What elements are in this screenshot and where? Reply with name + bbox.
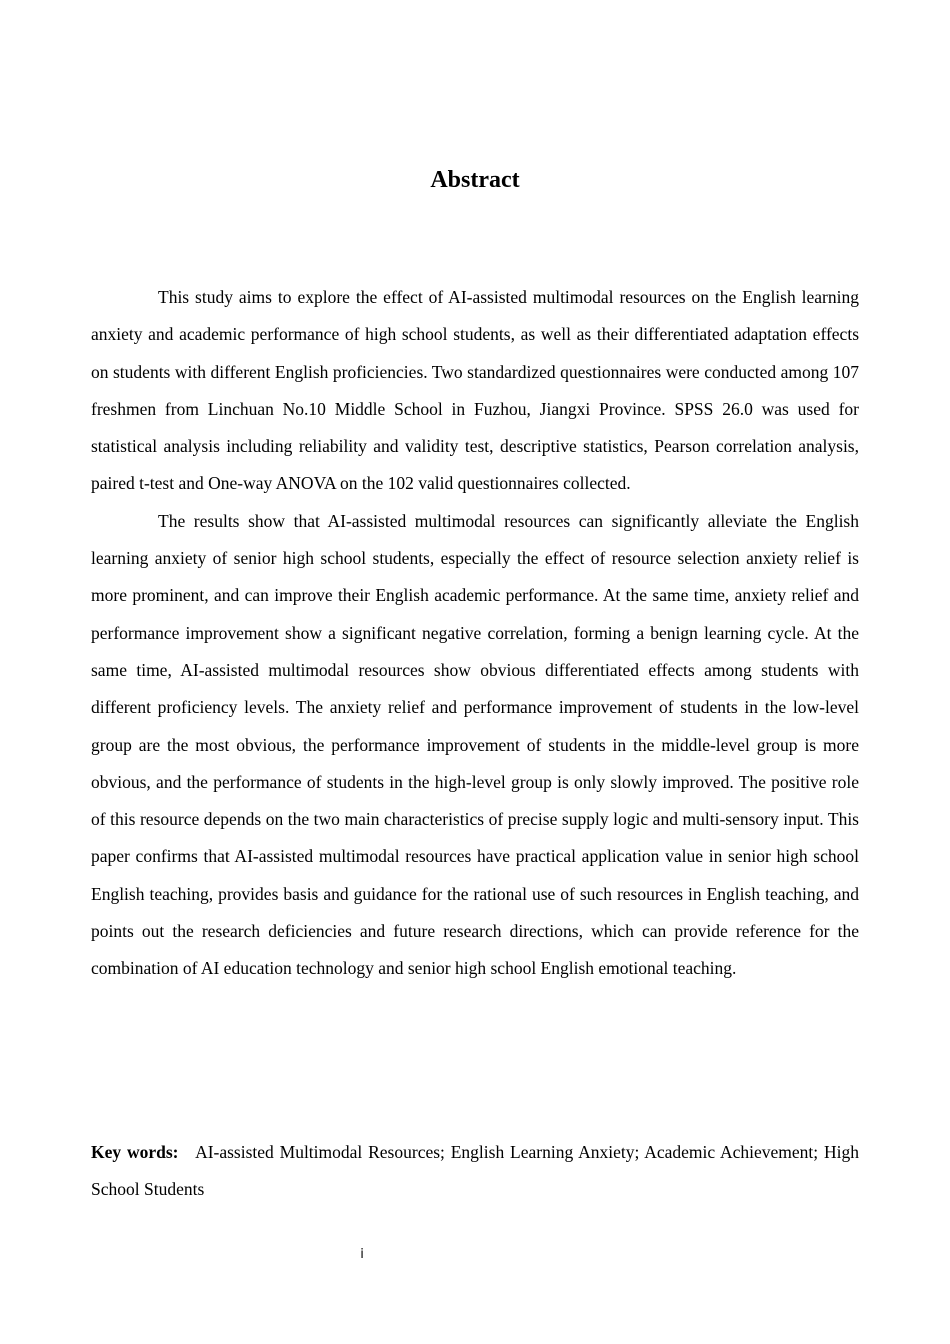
abstract-paragraph-2: The results show that AI-assisted multimodal resources can significantly alleviate the English learning anxiety of senior high school students, especially the effect of resource selection anxiety relief is more prominent, and can improve their English academic performance. At the same time, anxiety relief and performance improvement show a significant negative correlation, forming a benign learning cycle. At the same time, AI-assisted multimodal resources show obvious differentiated effects among students with different proficiency levels. The anxiety relief and performance improvement of students in the low-level group are the most obvious, the performance improvement of students in the middle-level group is more obvious, and the performance of students in the high-level group is only slowly improved. The positive role of this resource depends on the two main characteristics of precise supply logic and multi-sensory input. This paper confirms that AI-assisted multimodal resources have practical application value in senior high school English teaching, provides basis and guidance for the rational use of such resources in English teaching, and points out the research deficiencies and future research directions, which can provide reference for the combination of AI education technology and senior high school English emotional teaching. — [91, 510, 859, 979]
keywords-text: AI-assisted Multimodal Resources; English Learning Anxiety; Academic Achievement; High School Students — [91, 1142, 859, 1200]
keywords-section — [91, 1134, 859, 1209]
page-number: i — [360, 1247, 364, 1262]
abstract-paragraph-1: This study aims to explore the effect of AI-assisted multimodal resources on the English learning anxiety and academic performance of high school students, as well as their differentiated adaptation effects on students with different English proficiencies. Two standardized questionnaires were conducted among 107 freshmen from Linchuan No.10 Middle School in Fuzhou, Jiangxi Province. SPSS 26.0 was used for statistical analysis including reliability and validity test, descriptive statistics, Pearson correlation analysis, paired t-test and One-way ANOVA on the 102 valid questionnaires collected. — [91, 287, 859, 494]
abstract-title: Abstract — [430, 167, 520, 193]
abstract-body — [91, 279, 859, 988]
keywords-label: Key words: — [91, 1142, 179, 1162]
